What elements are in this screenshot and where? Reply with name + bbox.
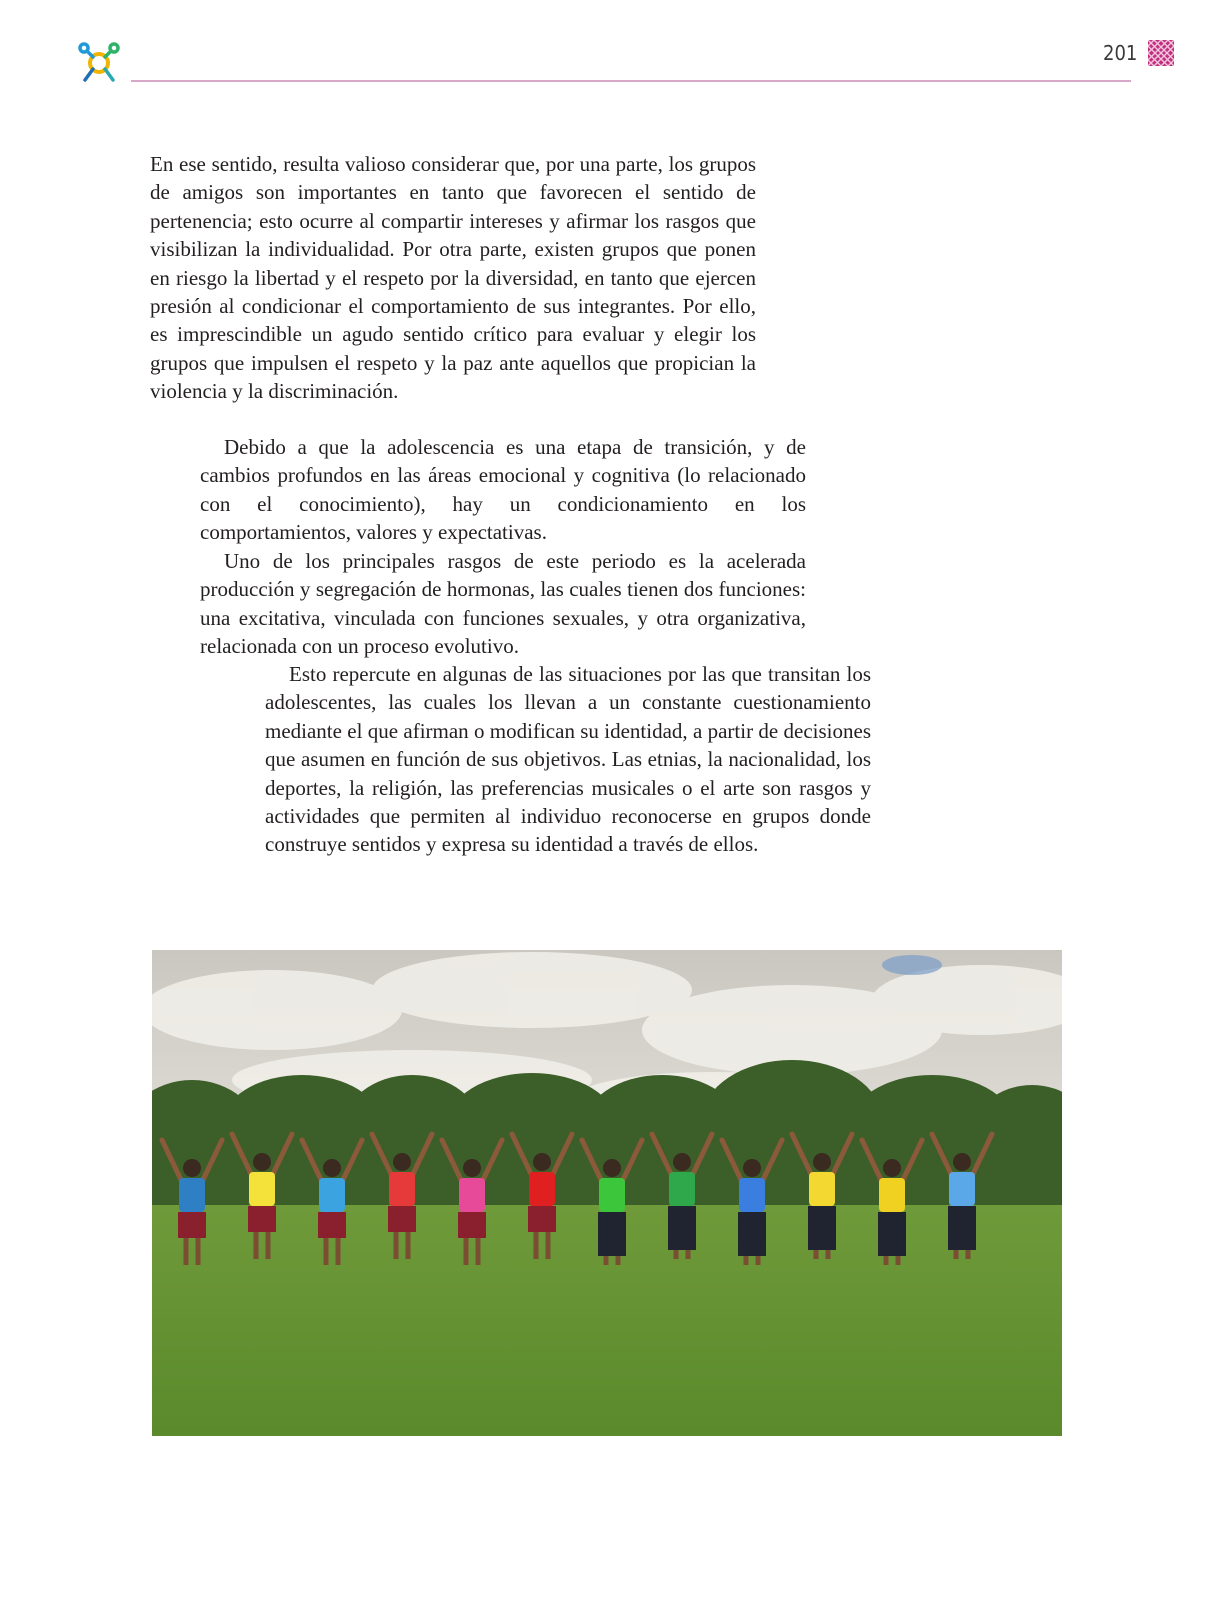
body-paragraph-3: Uno de los principales rasgos de este periodo es la acelerada producción y segregación de hormonas, las cuales tienen dos funciones: una excitativa, vinculada con funciones sexuales, y otra organizativa, relacionada con un proceso evolutivo.: [200, 549, 806, 659]
children-holding-hands-jumping-in-field-photo: [152, 950, 1062, 1436]
body-paragraph-2: Debido a que la adolescencia es una etapa de transición, y de cambios profundos en las áreas emocional y cognitiva (lo relacionado con el conocimiento), hay un condicionamiento en los comportamientos, valores y expectativas.: [200, 435, 806, 545]
header-rule: [131, 80, 1131, 82]
page-number: 201: [1103, 41, 1138, 65]
woven-pattern-icon: [1148, 40, 1174, 66]
interlinked-figures-logo-icon: [76, 40, 122, 86]
body-paragraph-4: Esto repercute en algunas de las situaciones por las que transitan los adolescentes, las cuales los llevan a un constante cuestionamiento mediante el que afirman o modifican su identidad, a partir de decisiones que asumen en función de sus objetivos. Las etnias, la nacionalidad, los deportes, la religión, las preferencias musicales o el arte son rasgos y actividades que permiten al individuo reconocerse en grupos donde construye sentidos y expresa su identidad a través de ellos.: [265, 662, 871, 857]
body-paragraph-1: En ese sentido, resulta valioso considerar que, por una parte, los grupos de amigos son importantes en tanto que favorecen el sentido de pertenencia; esto ocurre al compartir intereses y afirmar los rasgos que visibilizan la individualidad. Por otra parte, existen grupos que ponen en riesgo la libertad y el respeto por la diversidad, en tanto que ejercen presión al condicionar el comportamiento de sus integrantes. Por ello, es imprescindible un agudo sentido crítico para evaluar y elegir los grupos que impulsen el respeto y la paz ante aquellos que propician la violencia y la discriminación.: [150, 152, 756, 404]
